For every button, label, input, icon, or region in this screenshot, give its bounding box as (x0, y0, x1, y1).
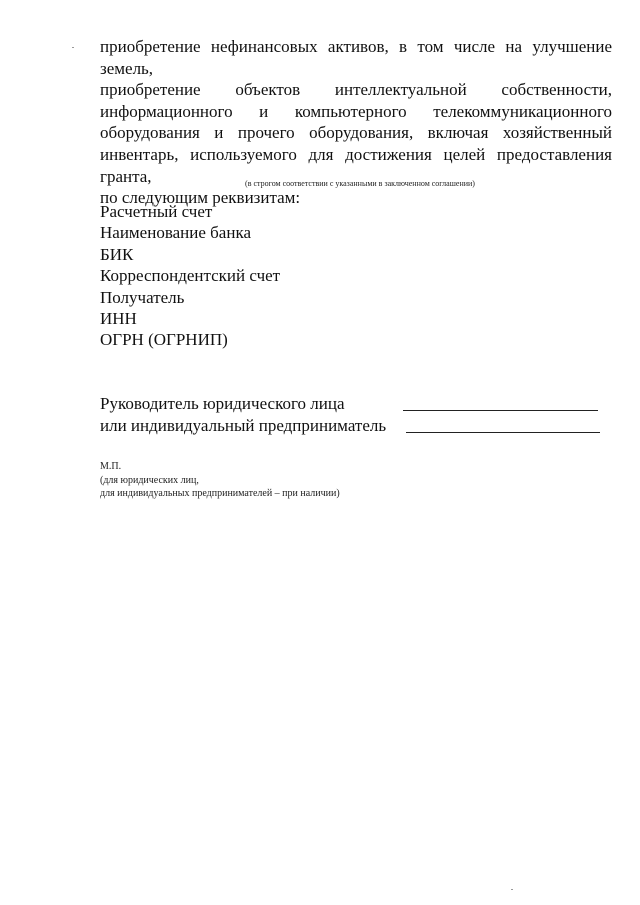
stamp-note-legal: (для юридических лиц, (100, 474, 199, 486)
paragraph-line: инвентарь, используемого для достижения целей предоставления гранта, (100, 144, 612, 186)
requisite-ogrn: ОГРН (ОГРНИП) (100, 330, 228, 350)
paragraph-line: оборудования и прочего оборудования, включая хозяйственный (100, 123, 612, 143)
signature-underline (406, 432, 600, 433)
signatory-title-line1: Руководитель юридического лица (100, 394, 345, 413)
agreement-note: (в строгом соответствии с указанными в заключенном соглашении) (245, 179, 475, 188)
signatory-title-line2: или индивидуальный предприниматель (100, 416, 387, 435)
scan-speck (72, 47, 74, 48)
paragraph-line: приобретение нефинансовых активов, в том числе на улучшение земель, (100, 37, 612, 78)
bank-requisites-list (100, 201, 280, 351)
paragraph-line: информационного и компьютерного телекоммуникационного (100, 101, 612, 121)
requisite-bik: БИК (100, 244, 134, 264)
stamp-note-individual: для индивидуальных предпринимателей – при наличии) (100, 488, 340, 499)
scan-speck (511, 889, 513, 890)
requisite-account: Расчетный счет (100, 202, 213, 221)
stamp-block (100, 460, 340, 501)
signature-underline (403, 410, 598, 411)
requisite-inn: ИНН (100, 309, 137, 329)
paragraph-line: по следующим реквизитам: (100, 188, 301, 208)
requisite-corr-account: Корреспондентский счет (100, 266, 281, 286)
requisite-recipient: Получатель (100, 287, 185, 307)
stamp-mark: М.П. (100, 461, 122, 472)
requisite-bank-name: Наименование банка (100, 223, 251, 243)
paragraph-line: приобретение объектов интеллектуальной собственности, (100, 80, 612, 100)
